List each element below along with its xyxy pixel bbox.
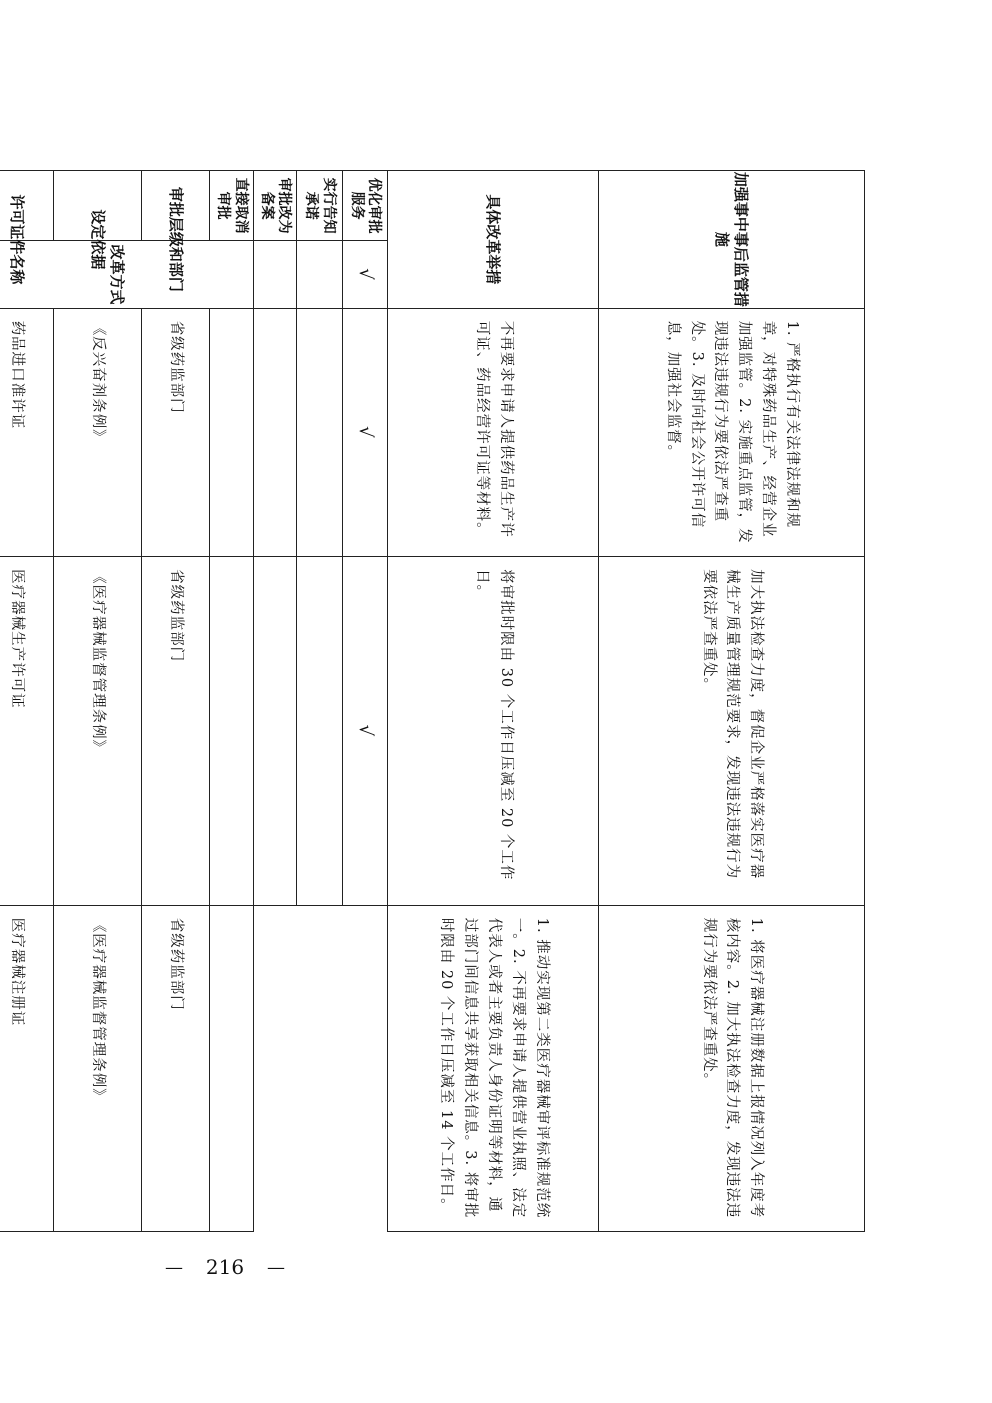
mode-cancel-cell — [210, 308, 254, 556]
header-mode-optimize: 优化审批服务 — [343, 171, 388, 241]
field-row-license — [0, 171, 54, 1232]
supervision-cell: 加大执法检查力度，督促企业严格落实医疗器械生产质量管理规范要求，发现违法违规行为要依法严查重处。 — [599, 557, 865, 906]
mode-notify-cell — [297, 308, 343, 556]
page-dash-right: — — [267, 1256, 285, 1278]
level-cell: 省级药监部门 — [142, 308, 210, 556]
mode-notify-cell — [297, 557, 343, 906]
header-measures: 具体改革举措 — [388, 171, 599, 309]
mode-optimize-cell: √ — [343, 308, 388, 556]
page-number — [165, 1252, 285, 1282]
mode-record-cell — [254, 308, 297, 556]
license-cell: 医疗器械注册证 — [0, 905, 54, 1231]
license-cell: 药品进口准许证 — [0, 308, 54, 556]
header-basis: 设定依据 — [54, 171, 142, 309]
mode-optimize-cell: √ — [343, 241, 388, 308]
header-mode-cancel: 直接取消审批 — [210, 171, 254, 241]
measures-cell: 1. 推动实现第二类医疗器械审评标准规范统一。2. 不再要求申请人提供营业执照、法定代表人或者主要负责人身份证明等材料，通过部门间信息共享获取相关信息。3. 将审批时限由 20 个工作日压减至 14 个工作日。 — [388, 905, 599, 1231]
measures-cell: 不再要求申请人提供药品生产许可证、药品经营许可证等材料。 — [388, 308, 599, 556]
mode-cancel-cell — [210, 557, 254, 906]
basis-cell: 《医疗器械监督管理条例》 — [54, 557, 142, 906]
reform-table — [0, 170, 865, 1232]
page-number-value: 216 — [205, 1255, 245, 1279]
field-row-supervision — [599, 171, 865, 1232]
field-row-mode-optimize — [343, 171, 388, 1232]
basis-cell: 《反兴奋剂条例》 — [54, 308, 142, 556]
field-row-mode-notify — [297, 171, 343, 1232]
header-supervision: 加强事中事后监管措施 — [599, 171, 865, 309]
level-cell: 省级药监部门 — [142, 557, 210, 906]
field-row-level — [142, 171, 210, 1232]
header-license: 许可证件名称 — [0, 171, 54, 309]
field-row-mode-record — [254, 171, 297, 1232]
mode-notify-cell — [297, 241, 343, 308]
mode-cancel-cell — [210, 905, 254, 1231]
mode-record-cell — [254, 241, 297, 308]
field-row-basis — [54, 171, 142, 1232]
measures-cell: 将审批时限由 30 个工作日压减至 20 个工作日。 — [388, 557, 599, 906]
mode-record-cell — [254, 557, 297, 906]
rotated-table-container — [7, 170, 865, 1232]
header-mode-record: 审批改为备案 — [254, 171, 297, 241]
level-cell: 省级药监部门 — [142, 905, 210, 1231]
license-cell: 医疗器械生产许可证 — [0, 557, 54, 906]
basis-cell: 《医疗器械监督管理条例》 — [54, 905, 142, 1231]
supervision-cell: 1. 严格执行有关法律法规和规章，对特殊药品生产、经营企业加强监管。2. 实施重点监管，发现违法违规行为要依法严查重处。3. 及时向社会公开许可信息，加强社会监督。 — [599, 308, 865, 556]
field-row-mode-cancel — [210, 171, 254, 1232]
mode-optimize-cell: √ — [343, 557, 388, 906]
supervision-cell: 1. 将医疗器械注册数据上报情况列入年度考核内容。2. 加大执法检查力度，发现违法违规行为要依法严查重处。 — [599, 905, 865, 1231]
header-mode-notify: 实行告知承诺 — [297, 171, 343, 241]
header-mode-group: 改革方式 — [0, 241, 254, 308]
header-level: 审批层级和部门 — [142, 171, 210, 309]
field-row-measures — [388, 171, 599, 1232]
page-dash-left: — — [165, 1256, 183, 1278]
